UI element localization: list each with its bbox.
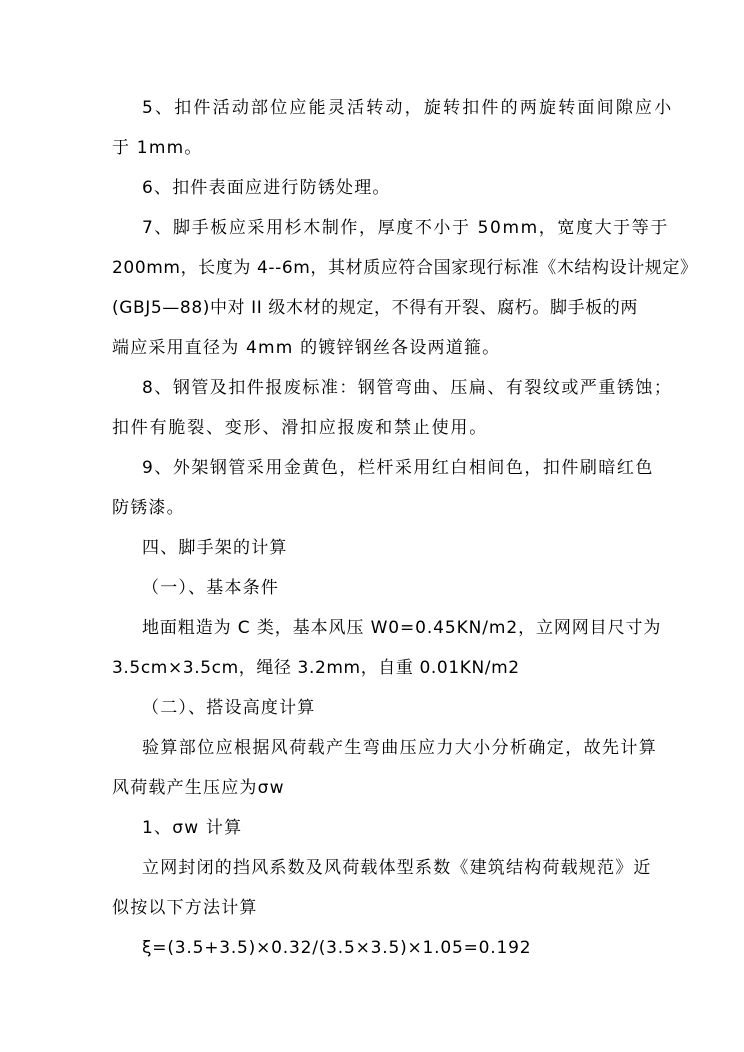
paragraph-verification-line-2: 风荷载产生压应为σw <box>112 778 285 798</box>
paragraph-item-6: 6、扣件表面应进行防锈处理。 <box>142 178 391 198</box>
paragraph-item-8-line-1: 8、钢管及扣件报废标准：钢管弯曲、压扁、有裂纹或严重锈蚀； <box>142 378 673 398</box>
subsection-heading-basic-conditions: （一）、基本条件 <box>142 578 280 598</box>
paragraph-item-9-line-2: 防锈漆。 <box>112 498 185 518</box>
subsection-heading-height-calculation: （二）、搭设高度计算 <box>142 698 316 718</box>
paragraph-item-7-line-1: 7、脚手板应采用杉木制作，厚度不小于 50mm，宽度大于等于 <box>142 218 669 238</box>
paragraph-basic-conditions-line-2: 3.5cm×3.5cm，绳径 3.2mm，自重 0.01KN/m2 <box>112 658 520 678</box>
paragraph-item-8-line-2: 扣件有脆裂、变形、滑扣应报废和禁止使用。 <box>112 418 488 438</box>
paragraph-verification-line-1: 验算部位应根据风荷载产生弯曲压应力大小分析确定，故先计算 <box>142 738 658 758</box>
paragraph-item-9-line-1: 9、外架钢管采用金黄色，栏杆采用红白相间色，扣件刷暗红色 <box>142 458 654 478</box>
paragraph-item-7-line-2: 200mm，长度为 4--6m，其材质应符合国家现行标准《木结构设计规定》 <box>112 258 698 278</box>
paragraph-item-7-line-3: (GBJ5—88)中对 II 级木材的规定，不得有开裂、腐朽。脚手板的两 <box>112 298 638 318</box>
paragraph-item-5-line-2: 于 1mm。 <box>112 138 203 158</box>
paragraph-basic-conditions-line-1: 地面粗造为 C 类，基本风压 W0=0.45KN/m2，立网网目尺寸为 <box>142 618 662 638</box>
paragraph-wind-coefficient-line-2: 似按以下方法计算 <box>112 898 258 918</box>
formula-xi: ξ=(3.5+3.5)×0.32/(3.5×3.5)×1.05=0.192 <box>142 938 532 958</box>
paragraph-item-5-line-1: 5、扣件活动部位应能灵活转动，旋转扣件的两旋转面间隙应小 <box>142 98 674 118</box>
section-heading-scaffold-calculation: 四、脚手架的计算 <box>142 538 288 558</box>
paragraph-wind-coefficient-line-1: 立网封闭的挡风系数及风荷载体型系数《建筑结构荷载规范》近 <box>142 858 652 878</box>
paragraph-item-7-line-4: 端应采用直径为 4mm 的镀锌钢丝各设两道箍。 <box>112 338 501 358</box>
step-heading-sigma-w: 1、σw 计算 <box>142 818 243 838</box>
